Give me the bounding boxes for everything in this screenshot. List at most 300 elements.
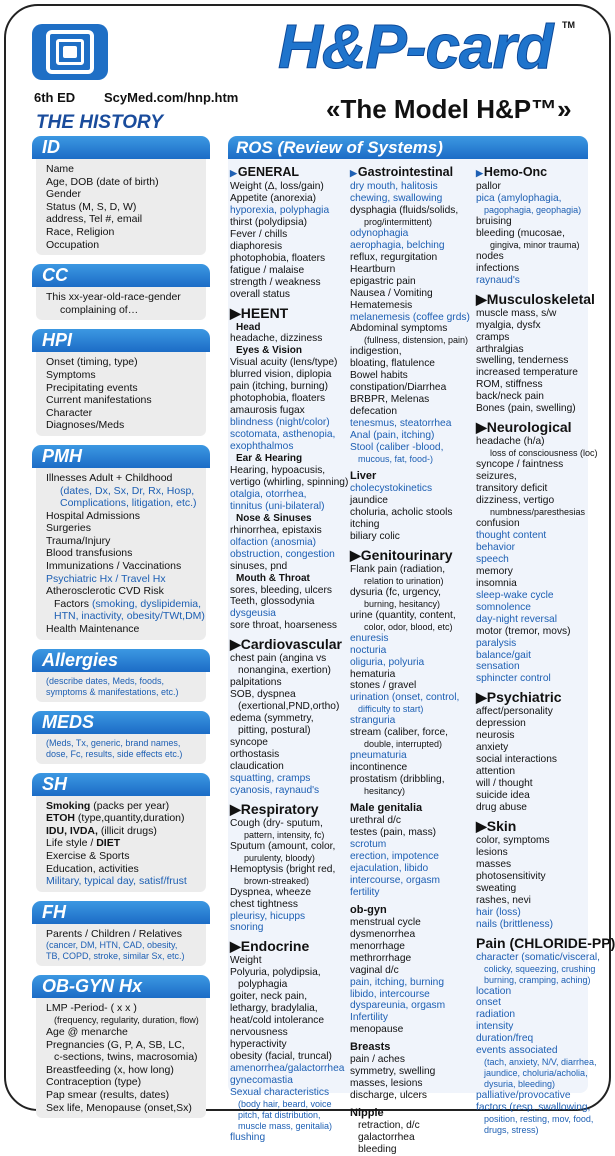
pmh-line: Factors [54, 597, 92, 610]
id-item: Occupation [46, 238, 100, 251]
ros-heading-text: Respiratory [240, 800, 319, 817]
ros-system-heading [476, 934, 615, 952]
ros-item: epigastric pain [350, 275, 416, 287]
ros-item: prog/intermittent) [364, 216, 433, 227]
ros-system-heading [476, 419, 588, 436]
ros-item: exophthalmos [230, 441, 294, 453]
ros-item: numbness/paresthesias [490, 507, 586, 518]
ros-item: prostatism (dribbling, [350, 774, 445, 786]
ros-item: photophobia, floaters [230, 252, 326, 264]
ros-item: intercourse, orgasm [350, 874, 441, 886]
ros-item: hematuria [350, 668, 396, 680]
pmh-line: Surgeries [46, 522, 91, 535]
ros-item: nails (brittleness) [476, 918, 553, 930]
cc-section [36, 264, 206, 320]
ros-item: nodes [476, 250, 504, 262]
ros-item: mucous, fat, food-) [358, 454, 434, 465]
ros-item: ejaculation, libido [350, 862, 429, 874]
pmh-line: Blood transfusions [46, 547, 133, 560]
ros-item: photosensitivity [476, 870, 546, 882]
ros-item: memory [476, 565, 513, 577]
ros-item: biliary colic [350, 530, 400, 542]
hpi-section [36, 329, 206, 436]
ros-item: fertility [350, 886, 380, 898]
pmh-section [36, 445, 206, 640]
fh-line: (cancer, DM, HTN, CAD, obesity, [46, 940, 178, 951]
ros-item: claudication [230, 760, 284, 772]
ros-item: burning, cramping, aching) [484, 974, 591, 985]
ros-item: sore throat, hoarseness [230, 620, 338, 632]
ros-item: position, resting, mov, food, [484, 1114, 594, 1125]
ros-item: drug abuse [476, 801, 527, 813]
ros-item: retraction, d/c [358, 1120, 420, 1132]
ros-item: aerophagia, belching [350, 239, 445, 251]
ros-item: dysphagia (fluids/solids, [350, 204, 459, 216]
ros-column-2 [350, 162, 475, 1156]
ros-item: Abdominal symptoms [350, 323, 448, 335]
pmh-line: (smoking, dyslipidemia, [91, 597, 202, 610]
hp-card [4, 4, 615, 1156]
ros-item: lethargy, bradylalia, [230, 1003, 318, 1015]
fh-header: FH [32, 901, 210, 924]
obgyn-line: Contraception (type) [46, 1076, 142, 1089]
cc-line: This xx-year-old-race-gender [46, 291, 181, 304]
ros-subheading: Head [236, 321, 261, 333]
allergies-section [36, 649, 206, 702]
ros-item: vertigo (whirling, spinning) [230, 476, 349, 488]
id-item: Status (M, S, D, W) [46, 200, 137, 213]
ros-item: (exertional,PND,ortho) [238, 701, 340, 713]
obgyn-line: c-sections, twins, macrosomia) [54, 1051, 198, 1064]
ros-heading-text: Cardiovascular [240, 636, 342, 653]
pmh-header: PMH [32, 445, 210, 468]
ros-item: day-night reversal [476, 613, 557, 625]
obgyn-line: Pregnancies (G, P, A, SB, LC, [46, 1038, 185, 1051]
ros-item: onset [476, 997, 501, 1009]
ros-item: sweating [476, 882, 517, 894]
ros-item: blindness (night/color) [230, 417, 330, 429]
obgyn-list [36, 998, 206, 1118]
ros-item: Appetite (anorexia) [230, 192, 317, 204]
sh-line: (type,quantity,duration) [74, 812, 185, 825]
ros-header: ROS (Review of Systems) [228, 136, 588, 159]
ros-heading-text: Genitourinary [360, 546, 453, 563]
ros-item: methrorrhage [350, 952, 412, 964]
pmh-line: Psychiatric Hx / Travel Hx [46, 572, 166, 585]
ros-item: color, symptoms [476, 834, 550, 846]
ros-heading-text: Pain (CHLORIDE-PP) [476, 934, 615, 951]
triangle-icon: ▶ [230, 304, 241, 321]
ros-item: Weight [230, 955, 262, 967]
ros-item: drugs, stress) [484, 1125, 539, 1136]
ros-item: bloating, flatulence [350, 358, 435, 370]
fh-line: Parents / Children / Relatives [46, 927, 182, 940]
hpi-item: Diagnoses/Meds [46, 419, 125, 432]
sh-line: Life style / [46, 837, 97, 850]
id-header: ID [32, 136, 210, 159]
ros-item: increased temperature [476, 367, 578, 379]
ros-item: Sputum (amount, color, [230, 840, 336, 852]
ros-item: suicide idea [476, 790, 530, 802]
sh-line: Exercise & Sports [46, 850, 130, 862]
ros-item: syncope [230, 736, 268, 748]
obgyn-line: LMP -Period- ( x x ) [46, 1002, 137, 1015]
ros-item: pica (amylophagia, [476, 192, 562, 204]
ros-item: color, odor, blood, etc) [364, 621, 453, 632]
ros-item: chest tightness [230, 898, 298, 910]
fh-section [36, 901, 206, 967]
ros-item: sinuses, pnd [230, 560, 288, 572]
ros-item: sores, bleeding, ulcers [230, 584, 332, 596]
triangle-icon: ▶ [230, 938, 241, 955]
ros-item: Flank pain (radiation, [350, 563, 446, 575]
obgyn-line: Breastfeeding (x, how long) [46, 1063, 174, 1076]
ros-item: menstrual cycle [350, 916, 421, 928]
obgyn-line: Age @ menarche [46, 1025, 128, 1038]
section-title-history: THE HISTORY [36, 112, 164, 133]
pmh-line: Trauma/Injury [46, 534, 111, 547]
hpi-item: Character [46, 406, 93, 419]
ros-item: syncope / faintness [476, 459, 564, 471]
ros-item: Cough (dry- sputum, [230, 817, 323, 829]
fh-list [36, 924, 206, 967]
ros-item: pain (itching, burning) [230, 381, 328, 393]
ros-item: Anal (pain, itching) [350, 430, 435, 442]
sh-line: IDU, IVDA, [46, 824, 98, 837]
ros-item: defecation [350, 406, 398, 418]
ros-item: menorrhage [350, 940, 405, 952]
ros-system-heading [350, 165, 475, 181]
ros-item: indigestion, [350, 346, 402, 358]
subtitle: «The Model H&P™» [326, 94, 572, 124]
ros-item: neurosis [476, 730, 515, 742]
ros-item: enuresis [350, 632, 389, 644]
triangle-icon: ▶ [230, 800, 241, 817]
ros-item: social interactions [476, 754, 557, 766]
pmh-line: HTN, inactivity, obesity/TWt,DM) [54, 610, 205, 623]
ros-item: orthostasis [230, 748, 280, 760]
ros-item: sleep-wake cycle [476, 589, 554, 601]
ros-item: Heartburn [350, 263, 396, 275]
ros-item: edema (symmetry, [230, 713, 314, 725]
ros-item: loss of consciousness (loc) [490, 448, 598, 459]
ros-item: squatting, cramps [230, 772, 311, 784]
ros-item: duration/freq [476, 1033, 534, 1045]
ros-item: headache (h/a) [476, 436, 545, 448]
ros-item: somnolence [476, 601, 531, 613]
ros-subheading: Nose & Sinuses [236, 512, 312, 524]
ros-item: pain / aches [350, 1054, 405, 1066]
ros-item: events associated [476, 1045, 558, 1057]
trademark-mark: TM [562, 20, 575, 30]
ros-item: urination (onset, control, [350, 692, 460, 704]
meds-text [36, 734, 206, 764]
ros-item: melanemesis (coffee grds) [350, 311, 470, 323]
ros-item: tenesmus, steatorrhea [350, 418, 452, 430]
ros-column-3 [476, 162, 615, 1136]
ros-item: urine (quantity, content, [350, 609, 456, 621]
ros-item: masses, lesions [350, 1078, 423, 1090]
ros-item: urethral d/c [350, 815, 401, 827]
ros-heading-text: HEENT [240, 304, 289, 321]
ros-item: Hematemesis [350, 299, 413, 311]
ros-system-heading [230, 636, 348, 653]
ros-item: character (somatic/visceral, [476, 951, 600, 963]
ros-item: Visual acuity (lens/type) [230, 357, 338, 369]
ros-item: pagophagia, geophagia) [484, 204, 582, 215]
ros-item: balance/gait [476, 649, 531, 661]
ros-item: insomnia [476, 577, 517, 589]
sh-line: ETOH [46, 812, 75, 825]
ros-item: dizziness, vertigo [476, 495, 555, 507]
obgyn-line: Pap smear (results, dates) [46, 1088, 170, 1101]
meds-section [36, 711, 206, 764]
ros-item: strength / weakness [230, 276, 321, 288]
ros-item: affect/personality [476, 706, 553, 718]
ros-item: chewing, swallowing [350, 192, 443, 204]
ros-item: libido, intercourse [350, 988, 430, 1000]
ros-item: obesity (facial, truncal) [230, 1051, 332, 1063]
triangle-icon: ▶ [476, 689, 487, 706]
ros-item: flushing [230, 1131, 266, 1143]
ros-system-heading [230, 305, 348, 322]
ros-item: Hearing, hypoacusis, [230, 464, 326, 476]
ros-item: attention [476, 766, 516, 778]
ros-item: Bowel habits [350, 370, 408, 382]
ros-item: sphincter control [476, 673, 551, 685]
ros-item: hyporexia, polyphagia [230, 204, 330, 216]
ros-item: bleeding (mucosae, [476, 227, 565, 239]
cc-header: CC [32, 264, 210, 287]
ros-item: difficulty to start) [358, 704, 424, 715]
ros-item: swelling, tenderness [476, 355, 569, 367]
ros-system-heading [230, 938, 348, 955]
ros-item: Nausea / Vomiting [350, 287, 433, 299]
hpi-item: Current manifestations [46, 394, 152, 407]
ros-item: Fever / chills [230, 228, 288, 240]
ros-column-1 [230, 162, 348, 1144]
ros-item: intensity [476, 1021, 514, 1033]
ros-item: purulenty, bloody) [244, 852, 315, 863]
edition-label: 6th ED [34, 90, 76, 105]
ros-system-heading [476, 290, 595, 308]
ros-heading-text: Musculoskeletal [486, 290, 595, 307]
ros-item: pleurisy, hicupps [230, 910, 306, 922]
ros-item: cyanosis, raynaud's [230, 784, 320, 796]
sh-header: SH [32, 773, 210, 796]
ros-subheading: Mouth & Throat [236, 572, 310, 584]
ros-heading-text: Hemo-Onc [483, 165, 548, 179]
ros-item: menopause [350, 1024, 404, 1036]
ros-item: paralysis [476, 637, 517, 649]
ros-item: dysuria (fc, urgency, [350, 586, 441, 598]
sh-line: Military, typical day, satisf/frust [46, 875, 187, 888]
ros-system-heading [476, 165, 588, 181]
ros-item: itching [350, 518, 380, 530]
allergies-header: Allergies [32, 649, 210, 672]
ros-item: polyphagia [238, 979, 288, 991]
ros-system-heading [476, 689, 588, 706]
ros-item: depression [476, 718, 526, 730]
fh-line: TB, COPD, stroke, similar Sx, etc.) [46, 951, 185, 962]
triangle-icon: ▶ [230, 168, 237, 178]
ros-item: infections [476, 262, 520, 274]
triangle-icon: ▶ [230, 636, 241, 653]
brand-title: H&P-card [278, 13, 553, 82]
ros-item: Weight (Δ, loss/gain) [230, 181, 324, 192]
ros-item: discharge, ulcers [350, 1090, 428, 1102]
pmh-line: Atherosclerotic CVD Risk [46, 585, 164, 598]
ros-item: colicky, squeezing, crushing [484, 963, 596, 974]
ros-item: heat/cold intolerance [230, 1015, 325, 1027]
ros-item: dry mouth, halitosis [350, 181, 438, 192]
ros-item: gingiva, minor trauma) [490, 239, 580, 250]
ros-item: dysmenorrhea [350, 928, 416, 940]
id-list [36, 159, 206, 255]
ros-subsection-heading: Breasts [350, 1041, 391, 1054]
ros-item: Stool (caliber -blood, [350, 442, 444, 454]
ros-heading-text: Skin [486, 817, 517, 834]
pmh-list [36, 468, 206, 640]
ros-item: hyperactivity [230, 1039, 287, 1051]
ros-item: dyspareunia, orgasm [350, 1000, 446, 1012]
ros-item: burning, hesitancy) [364, 598, 441, 609]
ros-item: pattern, intensity, fc) [244, 829, 325, 840]
ros-item: confusion [476, 518, 520, 530]
cc-text [36, 287, 206, 320]
ros-item: bleeding [358, 1144, 397, 1156]
ros-item: dysgeusia [230, 608, 276, 620]
ros-item: cholecystokinetics [350, 483, 433, 495]
ros-item: (fullness, distension, pain) [364, 335, 469, 346]
hpi-item: Symptoms [46, 368, 96, 381]
pmh-line: (dates, Dx, Sx, Dr, Rx, Hosp, [60, 484, 195, 497]
meds-header: MEDS [32, 711, 210, 734]
sh-line: Education, activities [46, 862, 139, 875]
pmh-line: Immunizations / Vaccinations [46, 560, 182, 573]
ros-item: scrotum [350, 839, 387, 851]
ros-item: seizures, [476, 471, 517, 483]
ros-item: amaurosis fugax [230, 405, 305, 417]
ros-item: back/neck pain [476, 391, 544, 403]
ros-item: masses [476, 858, 512, 870]
allergies-line: (describe dates, Meds, foods, [46, 675, 165, 686]
ros-item: stranguria [350, 715, 396, 727]
ros-item: Teeth, glossodynia [230, 596, 315, 608]
ros-item: (body hair, beard, voice [238, 1098, 332, 1109]
ros-item: bruising [476, 215, 512, 227]
pmh-line: Illnesses Adult + Childhood [46, 471, 173, 484]
sh-line: DIET [96, 837, 121, 850]
ros-item: raynaud's [476, 274, 520, 286]
ros-item: stones / gravel [350, 680, 417, 692]
sh-section [36, 773, 206, 892]
ros-item: symmetry, swelling [350, 1066, 436, 1078]
hpi-list [36, 352, 206, 436]
ros-subheading: Ear & Hearing [236, 453, 303, 465]
triangle-icon: ▶ [476, 168, 483, 178]
ros-item: cramps [476, 331, 510, 343]
ros-item: behavior [476, 541, 516, 553]
ros-item: myalgia, dysfx [476, 319, 541, 331]
meds-line: dose, Fc, results, side effects etc.) [46, 748, 183, 759]
ros-item: olfaction (anosmia) [230, 536, 317, 548]
ros-item: snoring [230, 922, 264, 934]
ros-item: rashes, nevi [476, 894, 531, 906]
ros-item: hesitancy) [364, 786, 406, 797]
ros-item: oliguria, polyuria [350, 656, 425, 668]
ros-system-heading [476, 818, 588, 835]
ros-heading-text: Neurological [486, 419, 572, 436]
ros-item: muscle mass, s/w [476, 307, 557, 319]
ros-item: fatigue / malaise [230, 264, 305, 276]
ros-item: arthralgias [476, 343, 524, 355]
obgyn-header: OB-GYN Hx [32, 975, 210, 998]
ros-item: gynecomastia [230, 1074, 293, 1086]
triangle-icon: ▶ [476, 419, 487, 436]
pmh-line: Health Maintenance [46, 623, 140, 636]
ros-item: pain, itching, burning [350, 976, 445, 988]
ros-subsection-heading: Nipple [350, 1107, 384, 1120]
ros-item: jaundice, choluria/acholia, [484, 1068, 588, 1079]
ros-item: scotomata, asthenopia, [230, 429, 336, 441]
ros-system-heading [230, 165, 348, 181]
ros-item: choluria, acholic stools [350, 506, 453, 518]
ros-item: photophobia, floaters [230, 393, 326, 405]
website-link[interactable]: ScyMed.com/hnp.htm [104, 90, 239, 105]
triangle-icon: ▶ [350, 546, 361, 563]
ros-item: double, interrupted) [364, 739, 443, 750]
ros-item: Polyuria, polydipsia, [230, 967, 321, 979]
ros-item: anxiety [476, 742, 509, 754]
ros-item: vaginal d/c [350, 964, 399, 976]
ros-item: Hemoptysis (bright red, [230, 863, 336, 875]
ros-item: incontinence [350, 762, 408, 774]
ros-item: thought content [476, 529, 547, 541]
ros-heading-text: Endocrine [240, 938, 310, 955]
ros-item: muscle mass, genitalia) [238, 1120, 333, 1131]
ros-item: blurred vision, diplopia [230, 369, 332, 381]
ros-item: location [476, 985, 512, 997]
ros-system-heading [350, 547, 475, 564]
ros-item: relation to urination) [364, 575, 444, 586]
sh-line: (illicit drugs) [97, 824, 157, 837]
ros-item: motor (tremor, movs) [476, 625, 571, 637]
ros-item: nervousness [230, 1027, 288, 1039]
id-item: Name [46, 163, 75, 175]
ros-item: obstruction, congestion [230, 548, 335, 560]
ros-item: otalgia, otorrhea, [230, 488, 307, 500]
ros-heading-text: Psychiatric [486, 689, 562, 706]
sh-line: (packs per year) [90, 799, 170, 812]
ros-item: reflux, regurgitation [350, 251, 438, 263]
ros-item: BRBPR, Melenas [350, 394, 430, 406]
id-item: address, Tel #, email [46, 213, 143, 226]
ros-item: nonangina, exertion) [238, 665, 331, 677]
sh-list [36, 796, 206, 892]
ros-item: amenorrhea/galactorrhea [230, 1063, 345, 1074]
ros-item: Infertility [350, 1012, 388, 1024]
ros-item: speech [476, 553, 509, 565]
ros-item: hair (loss) [476, 906, 521, 918]
sh-line: Smoking [46, 799, 91, 812]
ros-heading-text: GENERAL [237, 165, 300, 179]
scymed-logo-icon [32, 24, 108, 80]
triangle-icon: ▶ [476, 290, 487, 307]
ros-item: rhinorrhea, epistaxis [230, 524, 322, 536]
ros-item: pneumaturia [350, 750, 407, 762]
ros-item: brown-streaked) [244, 875, 310, 886]
